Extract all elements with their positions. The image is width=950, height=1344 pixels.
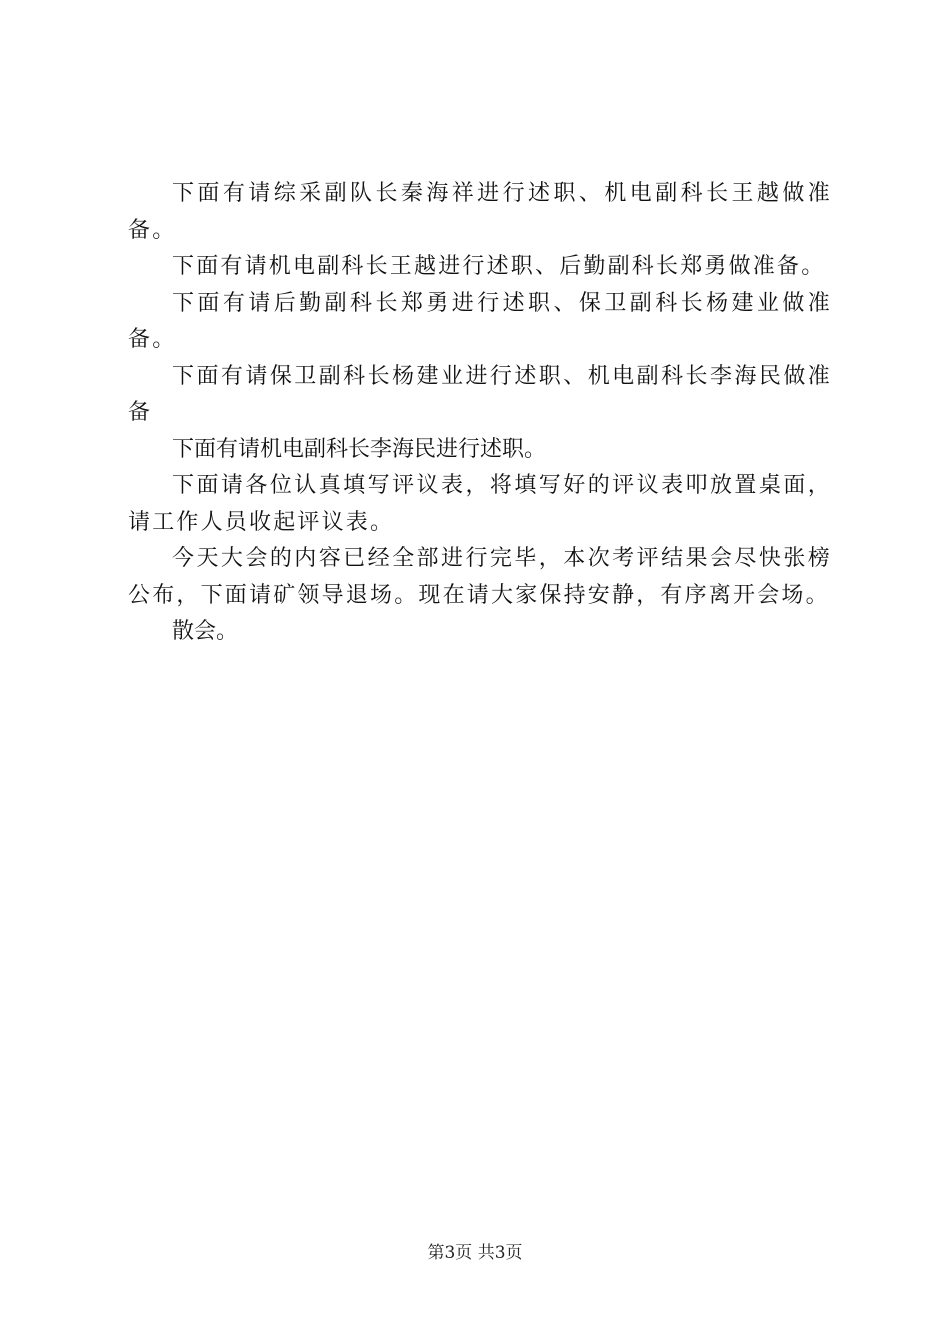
page-footer bbox=[0, 1241, 950, 1265]
paragraph-4: 下面有请保卫副科长杨建业进行述职、机电副科长李海民做准备 bbox=[128, 363, 832, 425]
page-number: 第3页 共3页 bbox=[427, 1243, 523, 1263]
paragraph-1: 下面有请综采副队长秦海祥进行述职、机电副科长王越做准备。 bbox=[128, 181, 832, 243]
paragraph-6: 下面请各位认真填写评议表，将填写好的评议表叩放置桌面，请工作人员收起评议表。 bbox=[128, 473, 832, 535]
paragraph-8: 散会。 bbox=[172, 619, 239, 644]
document-body bbox=[128, 176, 832, 651]
paragraph-5: 下面有请机电副科长李海民进行述职。 bbox=[172, 436, 547, 462]
paragraph-7: 今天大会的内容已经全部进行完毕，本次考评结果会尽快张榜公布，下面请矿领导退场。现在请大家保持安静，有序离开会场。 bbox=[128, 546, 832, 608]
paragraph-3: 下面有请后勤副科长郑勇进行述职、保卫副科长杨建业做准备。 bbox=[128, 290, 832, 352]
paragraph-2: 下面有请机电副科长王越进行述职、后勤副科长郑勇做准备。 bbox=[172, 254, 826, 279]
